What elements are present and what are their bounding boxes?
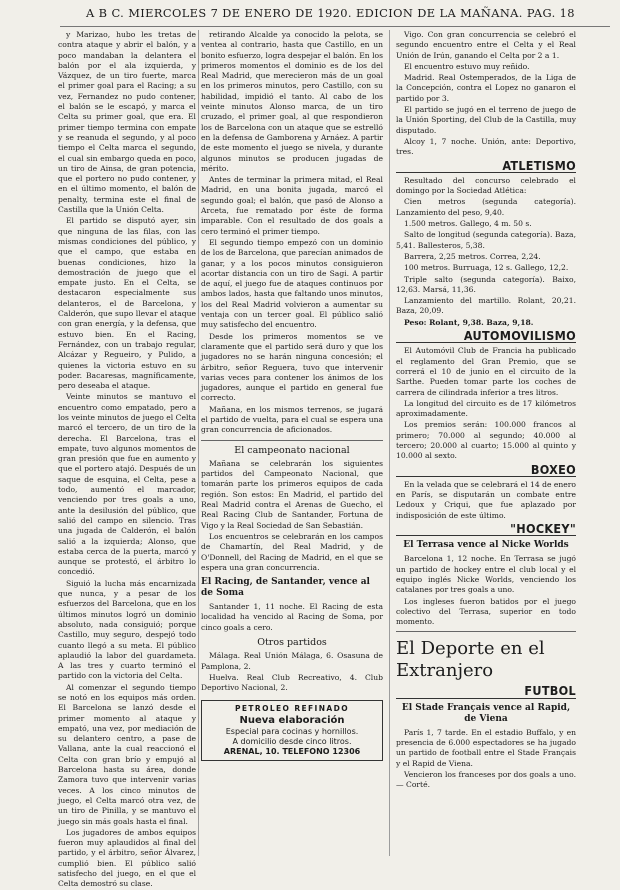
section-rule <box>201 440 383 441</box>
paragraph: El segundo tiempo empezó con un dominio de los de Barcelona, que parecían animados de ganar, y a los pocos minutos consiguieron acortar distancia con un tiro de Sagi. A partir de aquí, el juego fue de ataques continuos por ambos lados, hasta que faltando unos minutos, los del Real Madrid volvieron a aumentar su ventaja con un tercer goal. El público salió muy satisfecho del encuentro. <box>201 237 383 330</box>
feature-heading: El Deporte en el Extranjero <box>396 638 545 682</box>
paragraph: Triple salto (segunda categoría). Baixo, 12,63. Marsá, 11,36. <box>396 274 576 294</box>
paragraph: Málaga. Real Unión Málaga, 6. Osasuna de Pamplona, 2. <box>201 651 383 671</box>
section-heading-boxeo: BOXEO <box>396 465 576 477</box>
section-heading-futbol: FUTBOL <box>396 686 576 698</box>
advertisement <box>201 700 383 761</box>
paragraph: Siguió la lucha más encarnizada que nunca, y a pesar de los esfuerzos del Barcelona, que en los últimos minutos logró un dominio absoluto, nada consiguió; porque Castillo, muy seguro, despejó todo cuanto llegó a su meta. El público aplaudió la labor del guardameta. A las tres y cuarto terminó el partido con la victoria del Celta. <box>58 578 196 681</box>
ad-line: ARENAL, 10. TELEFONO 12306 <box>223 746 361 756</box>
paragraph: París 1, 7 tarde. En el estadio Buffalo, y en presencia de 6.000 espectadores se ha jugado un partido de football entre el Stade Français y el Rapid de Viena. <box>396 727 576 768</box>
paragraph: Madrid. Real Ostemperados, de la Liga de la Concepción, contra el Lopez no ganaron el partido por 3. <box>396 73 576 103</box>
paragraph: Vigo. Con gran concurrencia se celebró el segundo encuentro entre el Celta y el Real Unión de Irún, ganando el Celta por 2 a 1. <box>396 30 576 60</box>
paragraph: Antes de terminar la primera mitad, el Real Madrid, en una bonita jugada, marcó el segundo goal; el balón, que pasó de Alonso a Arceta, fue rematado por éste de forma imparable. Con el resultado de dos goals a cero terminó el primer tiempo. <box>201 175 383 236</box>
paragraph: Los premios serán: 100.000 francos al primero; 70.000 al segundo; 40.000 al tercero; 20.000 al cuarto; 15.000 al quinto y 10.000 al sexto. <box>396 420 576 461</box>
paragraph: Al comenzar el segundo tiempo se notó en los equipos más orden. El Barcelona se lanzó desde el primer momento al ataque y empató, una vez, por mediación de su delantero centro, a pase de Vallana, ante la cual reaccionó el Celta con gran brío y empujó al Barcelona hasta su área, donde Zamora tuvo que intervenir varias veces. A los cinco minutos de juego, el Celta marcó otra vez, de un tiro de Pinilla, y se mantuvo el juego sin más goals hasta el final. <box>58 682 196 826</box>
paragraph: La longitud del circuito es de 17 kilómetros aproximadamente. <box>396 398 576 419</box>
column-divider <box>198 30 199 856</box>
section-heading: El campeonato nacional <box>234 444 350 456</box>
section-heading-hockey: "HOCKEY" <box>396 524 576 536</box>
paragraph: Los encuentros se celebrarán en los campos de Chamartín, del Real Madrid, y de O'Donnell, del Racing de Madrid, en el que se espera una gran concurrencia. <box>201 531 383 572</box>
section-rule <box>396 631 576 632</box>
section-heading-atletismo: ATLETISMO <box>396 161 576 173</box>
paragraph: Huelva. Real Club Recreativo, 4. Club Deportivo Nacional, 2. <box>201 672 383 693</box>
paragraph: Santander 1, 11 noche. El Racing de esta localidad ha vencido al Racing de Soma, por cinco goals a cero. <box>201 602 383 632</box>
paragraph: Peso: Rolant, 9,38. Baza, 9,18. <box>404 317 534 327</box>
ad-title: PETROLEO REFINADO <box>234 703 350 713</box>
ad-line: Especial para cocinas y hornillos. <box>225 726 359 736</box>
paragraph: Desde los primeros momentos se ve claramente que el partido será duro y que los jugadores no se harán ninguna concesión; el árbitro, señor Reguera, tuvo que intervenir varias veces para contener los ánimos de los jugadores, aunque el partido en general fue correcto. <box>201 331 383 403</box>
paragraph: El encuentro estuvo muy reñido. <box>404 61 530 71</box>
header-rule <box>60 26 610 27</box>
paragraph: El Automóvil Club de Francia ha publicado el reglamento del Gran Premio, que se correrá el 10 de junio en el circuito de la Sarthe. Pueden tomar parte los coches de carrera de cilindrada inferior a tres litros. <box>396 346 576 397</box>
column-1 <box>58 30 196 889</box>
paragraph: y Marizao, hubo les tretas de contra ataque y abrir el balón, y a poco mandaban la delantera el balón por el ala izquierda, y Vázquez, de un tiro fuerte, marca el primer goal para el Racing; a su vez, Fernandez no pudo contener, el balón se le escapó, y marca el Celta su primer goal, que era. El primer tiempo termina con empate y se reanuda el segundo, y al poco tiempo el Celta marca el segundo, el cual sin embargo queda en poco, un tiro de Ainsa, de gran potencia, que el portero no pudo contener, y en el último momento, el balón de penalty, termina este el final de Castilla que la Unión Celta. <box>58 30 196 215</box>
column-3 <box>396 30 576 856</box>
paragraph: Cien metros (segunda categoría). Lanzamiento del peso, 9,40. <box>396 197 576 217</box>
paragraph: 1.500 metros. Gallego, 4 m. 50 s. <box>404 219 532 229</box>
paragraph: Los ingleses fueron batidos por el juego colectivo del Terrasa, superior en todo momento. <box>396 596 576 627</box>
column-divider <box>389 30 390 856</box>
paragraph: En la velada que se celebrará el 14 de enero en París, se disputarán un combate entre Ledoux y Criqui, que fue aplazado por indisposición de este último. <box>396 479 576 520</box>
paragraph: El partido se jugó en el terreno de juego de la Unión Sporting, del Club de la Castilla, muy disputado. <box>396 105 576 135</box>
paragraph: Los jugadores de ambos equipos fueron muy aplaudidos al final del partido, y el árbitro, señor Álvarez, cumplió bien. El público salió satisfecho del juego, en el que el Celta demostró su clase. <box>58 827 196 889</box>
paragraph: El partido se disputó ayer, sin que ninguna de las filas, con las mismas condiciones del público, y que el campo, que estaba en buenas condiciones, hizo la demostración de juego que el empate justo. En el Celta, se destacaron especialmente sus delanteros, el de Barcelona, y Calderón, que supo llevar el ataque con gran energía, y la defensa, que estuvo bien. En el Racing, Fernández, con un trabajo regular, Alcázar y Regueiro, y Pulido, a quienes la victoria estuvo en su poder. Bacaresas, magníficamente, pero deseaba el ataque. <box>58 216 196 391</box>
page-header: A B C. MIERCOLES 7 DE ENERO DE 1920. EDICION DE LA MAÑANA. PAG. 18 <box>86 6 575 20</box>
section-heading-automovilismo: AUTOMOVILISMO <box>396 331 576 343</box>
paragraph: Barrera, 2,25 metros. Correa, 2,24. <box>404 251 541 261</box>
paragraph: Mañana se celebrarán los siguientes partidos del Campeonato Nacional, que tomarán parte los primeros equipos de cada región. Son estos: En Madrid, el partido del Real Madrid contra el Arenas de Guecho, el Real Racing Club de Santander, Fortuna de Vigo y la Real Sociedad de San Sebastián. <box>201 458 383 530</box>
ad-line: A domicilio desde cinco litros. <box>232 736 352 746</box>
subheading: Otros partidos <box>257 637 327 649</box>
paragraph: Salto de longitud (segunda categoría). Baza, 5,41. Ballesteros, 5,38. <box>396 230 576 250</box>
subheading: El Stade Français vence al Rapid, de Viena <box>401 702 571 724</box>
paragraph: Lanzamiento del martillo. Rolant, 20,21. Baza, 20,09. <box>396 296 576 316</box>
paragraph: Veinte minutos se mantuvo el encuentro como empatado, pero a los veinte minutos de juego el Celta marcó el tercero, de un tiro de la derecha. El Barcelona, tras el empate, tuvo algunos momentos de gran presión que fue en aumento y que el portero atajó. Después de un saque de esquina, el Celta, pese a todo, aumentó el marcador, venciendo por tres goals a uno, ante la desilusión del público, que salió del campo en silencio. Tras una jugada de Calderón, el balón salió a la izquierda; Alonso, que estaba cerca de la puerta, marcó y aunque se protestó, el árbitro lo concedió. <box>58 392 196 577</box>
subheading: El Racing, de Santander, vence al de Soma <box>201 577 370 599</box>
paragraph: Alcoy 1, 7 noche. Unión, ante: Deportivo, tres. <box>396 136 576 157</box>
paragraph: Barcelona 1, 12 noche. En Terrasa se jugó un partido de hockey entre el club local y el equipo inglés Nicke Worlds, venciendo los catalanes por tres goals a uno. <box>396 554 576 595</box>
paragraph: 100 metros. Burruaga, 12 s. Gallego, 12,2. <box>404 263 569 273</box>
subheading: El Terrasa vence al Nicke Worlds <box>403 540 569 551</box>
paragraph: Mañana, en los mismos terrenos, se jugará el partido de vuelta, para el cual se espera una gran concurrencia de aficionados. <box>201 404 383 435</box>
paragraph: Vencieron los franceses por dos goals a uno. — Corté. <box>396 769 576 790</box>
paragraph: Resultado del concurso celebrado el domingo por la Sociedad Atlética: <box>396 175 576 196</box>
column-2 <box>201 30 383 856</box>
ad-headline: Nueva elaboración <box>239 714 345 726</box>
paragraph: retirando Alcalde ya conocido la pelota, se ventea al contrario, hasta que Castillo, en un bonito esfuerzo, logra despejar el balón. En los primeros momentos el dominio es de los del Real Madrid, que merecieron más de un goal en los primeros minutos, pero Castillo, con su habilidad, impidió el tanto. Al cabo de los veinte minutos Alonso marca, de un tiro cruzado, el primer goal, al que respondieron los de Barcelona con un ataque que se estrelló en la defensa de Gamborena y Arnáez. A partir de este momento el juego se nivela, y durante algunos minutos se producen jugadas de mérito. <box>201 30 383 173</box>
